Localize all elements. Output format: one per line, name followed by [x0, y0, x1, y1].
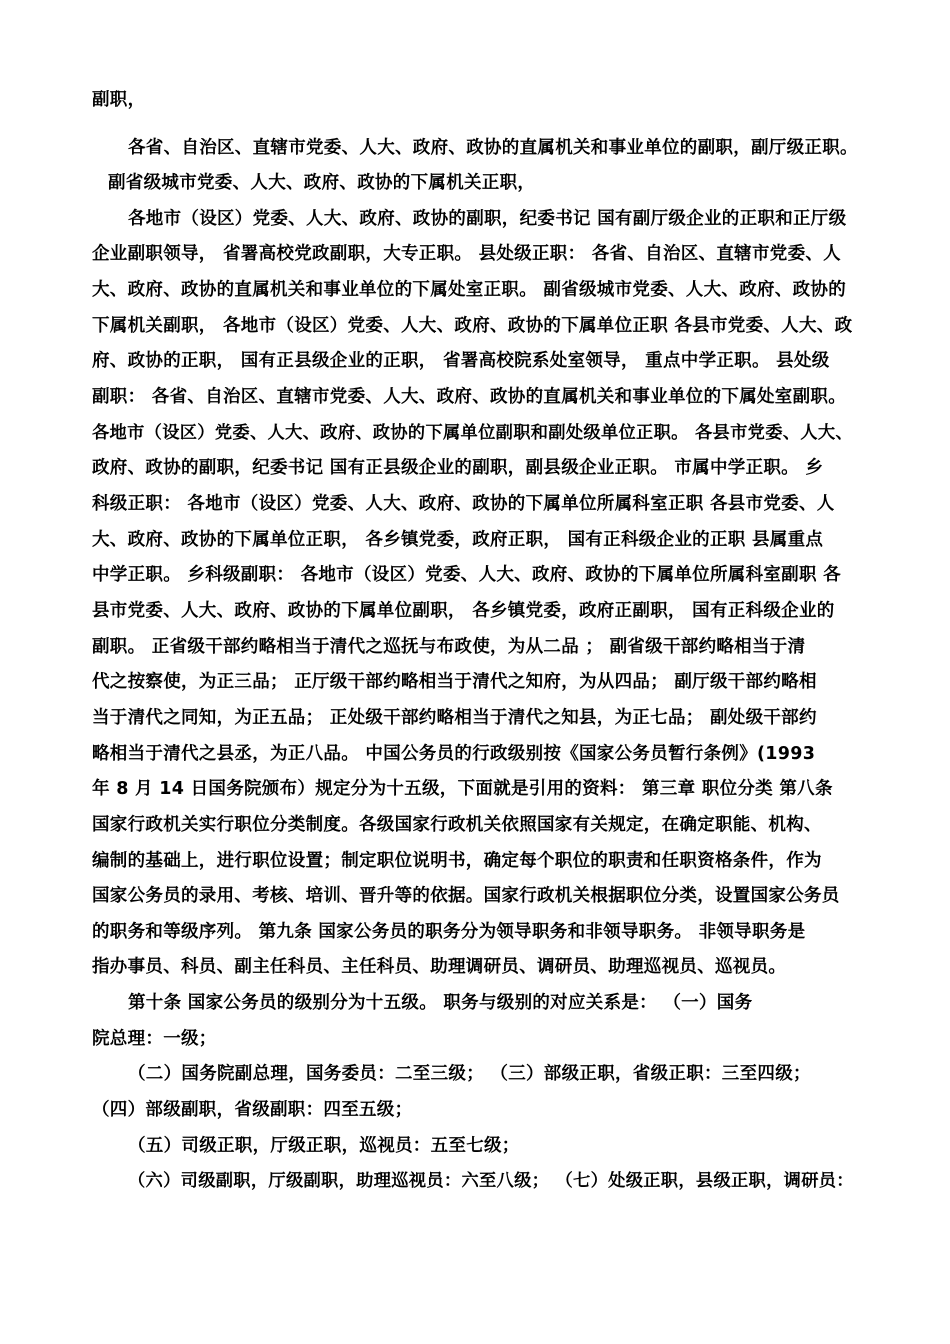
text-line: 科级正职： 各地市（设区）党委、人大、政府、政协的下属单位所属科室正职 各县市党委、人: [92, 494, 835, 514]
text-line: 院总理：一级；: [92, 1029, 217, 1049]
text-line: 大、政府、政协的下属单位正职， 各乡镇党委，政府正职， 国有正科级企业的正职 县属重点: [92, 530, 824, 550]
text-line: 中学正职。 乡科级副职： 各地市（设区）党委、人大、政府、政协的下属单位所属科室副职 各: [92, 565, 841, 585]
text-line: 国家公务员的录用、考核、培训、晋升等的依据。国家行政机关根据职位分类，设置国家公务员: [92, 886, 840, 906]
text-line: 第十条 国家公务员的级别分为十五级。 职务与级别的对应关系是： （一）国务: [128, 993, 753, 1013]
text-line: 各地市（设区）党委、人大、政府、政协的下属单位副职和副处级单位正职。 各县市党委、人大、: [92, 423, 853, 443]
text-line: 指办事员、科员、副主任科员、主任科员、助理调研员、调研员、助理巡视员、巡视员。: [92, 957, 787, 977]
text-line: 政府、政协的副职，纪委书记 国有正县级企业的副职，副县级企业正职。 市属中学正职。 乡: [92, 458, 824, 478]
text-line: 下属机关副职， 各地市（设区）党委、人大、政府、政协的下属单位正职 各县市党委、人大、政: [92, 316, 853, 336]
text-line: 副职。 正省级干部约略相当于清代之巡抚与布政使，为从二品 ； 副省级干部约略相当于清: [92, 637, 806, 657]
text-line: 编制的基础上，进行职位设置；制定职位说明书，确定每个职位的职责和任职资格条件，作为: [92, 851, 822, 871]
text-line: 副职： 各省、自治区、直辖市党委、人大、政府、政协的直属机关和事业单位的下属处室副职。: [92, 387, 846, 407]
text-line: 副职，: [92, 90, 146, 110]
text-line: 当于清代之同知，为正五品； 正处级干部约略相当于清代之知县，为正七品； 副处级干部约: [92, 708, 817, 728]
text-line: 的职务和等级序列。 第九条 国家公务员的职务分为领导职务和非领导职务。 非领导职务是: [92, 922, 806, 942]
text-line: （六）司级副职，厅级副职，助理巡视员：六至八级； （七）处级正职，县级正职，调研员：: [128, 1171, 854, 1191]
text-line: 国家行政机关实行职位分类制度。各级国家行政机关依照国家有关规定，在确定职能、机构、: [92, 815, 822, 835]
text-line: 县市党委、人大、政府、政协的下属单位副职， 各乡镇党委，政府正副职， 国有正科级企业的: [92, 601, 835, 621]
text-line: 企业副职领导， 省署高校党政副职，大专正职。 县处级正职： 各省、自治区、直辖市党委、人: [92, 244, 841, 264]
text-line: （五）司级正职，厅级正职，巡视员：五至七级；: [128, 1136, 520, 1156]
text-line: （二）国务院副总理，国务委员：二至三级； （三）部级正职，省级正职：三至四级；: [128, 1064, 811, 1084]
text-line: 府、政协的正职， 国有正县级企业的正职， 省署高校院系处室领导， 重点中学正职。 县处级: [92, 351, 830, 371]
text-line: 年 8 月 14 日国务院颁布）规定分为十五级，下面就是引用的资料： 第三章 职位分类 第八条: [92, 779, 833, 799]
text-line: 副省级城市党委、人大、政府、政协的下属机关正职，: [108, 173, 536, 193]
text-line: 代之按察使，为正三品； 正厅级干部约略相当于清代之知府，为从四品； 副厅级干部约略相: [92, 672, 817, 692]
text-line: 大、政府、政协的直属机关和事业单位的下属处室正职。 副省级城市党委、人大、政府、政协的: [92, 280, 846, 300]
text-line: 各省、自治区、直辖市党委、人大、政府、政协的直属机关和事业单位的副职，副厅级正职。: [128, 138, 858, 158]
text-line: （四）部级副职，省级副职：四至五级；: [92, 1100, 413, 1120]
text-line: 略相当于清代之县丞，为正八品。 中国公务员的行政级别按《国家公务员暂行条例》(1993: [92, 744, 816, 764]
text-line: 各地市（设区）党委、人大、政府、政协的副职，纪委书记 国有副厅级企业的正职和正厅级: [128, 209, 847, 229]
